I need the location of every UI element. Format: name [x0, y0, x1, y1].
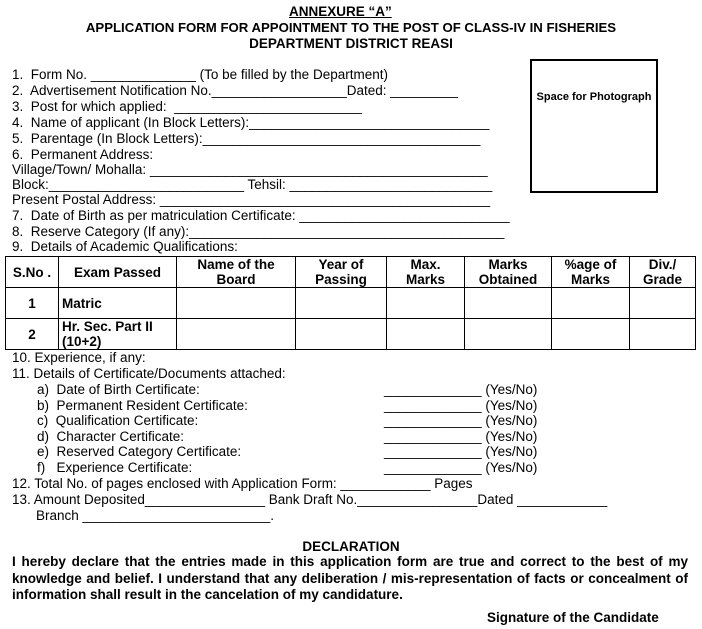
cert-label: b) Permanent Resident Certificate: — [37, 398, 248, 413]
field-total-pages: 12. Total No. of pages enclosed with Application Form: ____________ Pages — [12, 476, 473, 491]
cell-pct[interactable] — [552, 319, 630, 350]
cell-max[interactable] — [387, 288, 465, 319]
cert-label: f) Experience Certificate: — [37, 460, 193, 475]
field-amount-deposited: 13. Amount Deposited________________ Bank Draft No.________________Dated ____________ — [12, 492, 608, 507]
cell-max[interactable] — [387, 319, 465, 350]
cell-year[interactable] — [296, 319, 387, 350]
col-year: Year of Passing — [296, 257, 387, 288]
col-exam: Exam Passed — [59, 257, 177, 288]
row-sno: 2 — [6, 319, 59, 350]
photo-box[interactable] — [530, 59, 658, 193]
signature-label: Signature of the Candidate — [487, 610, 659, 625]
cell-obtained[interactable] — [465, 288, 552, 319]
cell-board[interactable] — [177, 319, 296, 350]
cert-label: a) Date of Birth Certificate: — [37, 382, 200, 397]
row-sno: 1 — [6, 288, 59, 319]
qualifications-table — [5, 256, 696, 350]
cell-obtained[interactable] — [465, 319, 552, 350]
col-marks-obtained: Marks Obtained — [465, 257, 552, 288]
field-advertisement: 2. Advertisement Notification No.__________________Dated: _________ — [12, 83, 458, 98]
col-sno: S.No . — [6, 257, 59, 288]
form-title-line2: DEPARTMENT DISTRICT REASI — [249, 36, 453, 51]
cell-board[interactable] — [177, 288, 296, 319]
photo-box-label: Space for Photograph — [536, 91, 652, 103]
field-applicant-name: 4. Name of applicant (In Block Letters):________________________________ — [12, 115, 490, 130]
col-max-marks: Max. Marks — [387, 257, 465, 288]
field-academic: 9. Details of Academic Qualifications: — [12, 239, 238, 254]
cell-pct[interactable] — [552, 288, 630, 319]
form-title-line1: APPLICATION FORM FOR APPOINTMENT TO THE POST OF CLASS-IV IN FISHERIES — [85, 20, 617, 35]
field-post: 3. Post for which applied: _________________________ — [12, 99, 362, 114]
row-exam: Hr. Sec. Part II (10+2) — [59, 319, 177, 350]
annexure-title: ANNEXURE “A” — [289, 4, 392, 19]
cert-yes-no: _____________ (Yes/No) — [384, 429, 538, 444]
col-percentage: %age of Marks — [552, 257, 630, 288]
table-header-row — [6, 257, 696, 288]
cert-label: d) Character Certificate: — [37, 429, 185, 444]
field-block-tehsil: Block:__________________________ Tehsil: ___________________________ — [12, 177, 493, 192]
cert-yes-no: _____________ (Yes/No) — [384, 398, 538, 413]
field-form-no: 1. Form No. ______________ (To be filled by the Department) — [12, 67, 388, 82]
field-experience: 10. Experience, if any: — [12, 350, 146, 365]
cert-yes-no: _____________ (Yes/No) — [384, 413, 538, 428]
field-parentage: 5. Parentage (In Block Letters):_____________________________________ — [12, 131, 481, 146]
declaration-title: DECLARATION — [302, 539, 400, 554]
field-reserve-category: 8. Reserve Category (If any):__________________________________________ — [12, 224, 505, 239]
field-branch: Branch _________________________. — [36, 508, 274, 523]
col-division: Div./ Grade — [630, 257, 696, 288]
field-dob: 7. Date of Birth as per matriculation Certificate: ____________________________ — [12, 208, 510, 223]
cell-div[interactable] — [630, 288, 696, 319]
cert-label: e) Reserved Category Certificate: — [37, 444, 242, 459]
row-exam: Matric — [59, 288, 177, 319]
cert-yes-no: _____________ (Yes/No) — [384, 444, 538, 459]
cell-div[interactable] — [630, 319, 696, 350]
table-row — [6, 288, 696, 319]
cert-yes-no: _____________ (Yes/No) — [384, 460, 538, 475]
field-village: Village/Town/ Mohalla: _____________________________________________ — [12, 162, 488, 177]
cert-label: c) Qualification Certificate: — [37, 413, 199, 428]
col-board: Name of the Board — [177, 257, 296, 288]
field-certificates: 11. Details of Certificate/Documents attached: — [12, 366, 286, 381]
cert-yes-no: _____________ (Yes/No) — [384, 382, 538, 397]
field-postal-address: Present Postal Address: ____________________________________________ — [12, 192, 491, 207]
declaration-text: I hereby declare that the entries made in this application form are true and correct to the best of my knowledge and belief. I understand that any deliberation / mis-representation of facts or concealment of information shall result in the cancelation of my candidature. — [12, 554, 688, 602]
cell-year[interactable] — [296, 288, 387, 319]
field-permanent-address: 6. Permanent Address: — [12, 147, 154, 162]
table-row — [6, 319, 696, 350]
